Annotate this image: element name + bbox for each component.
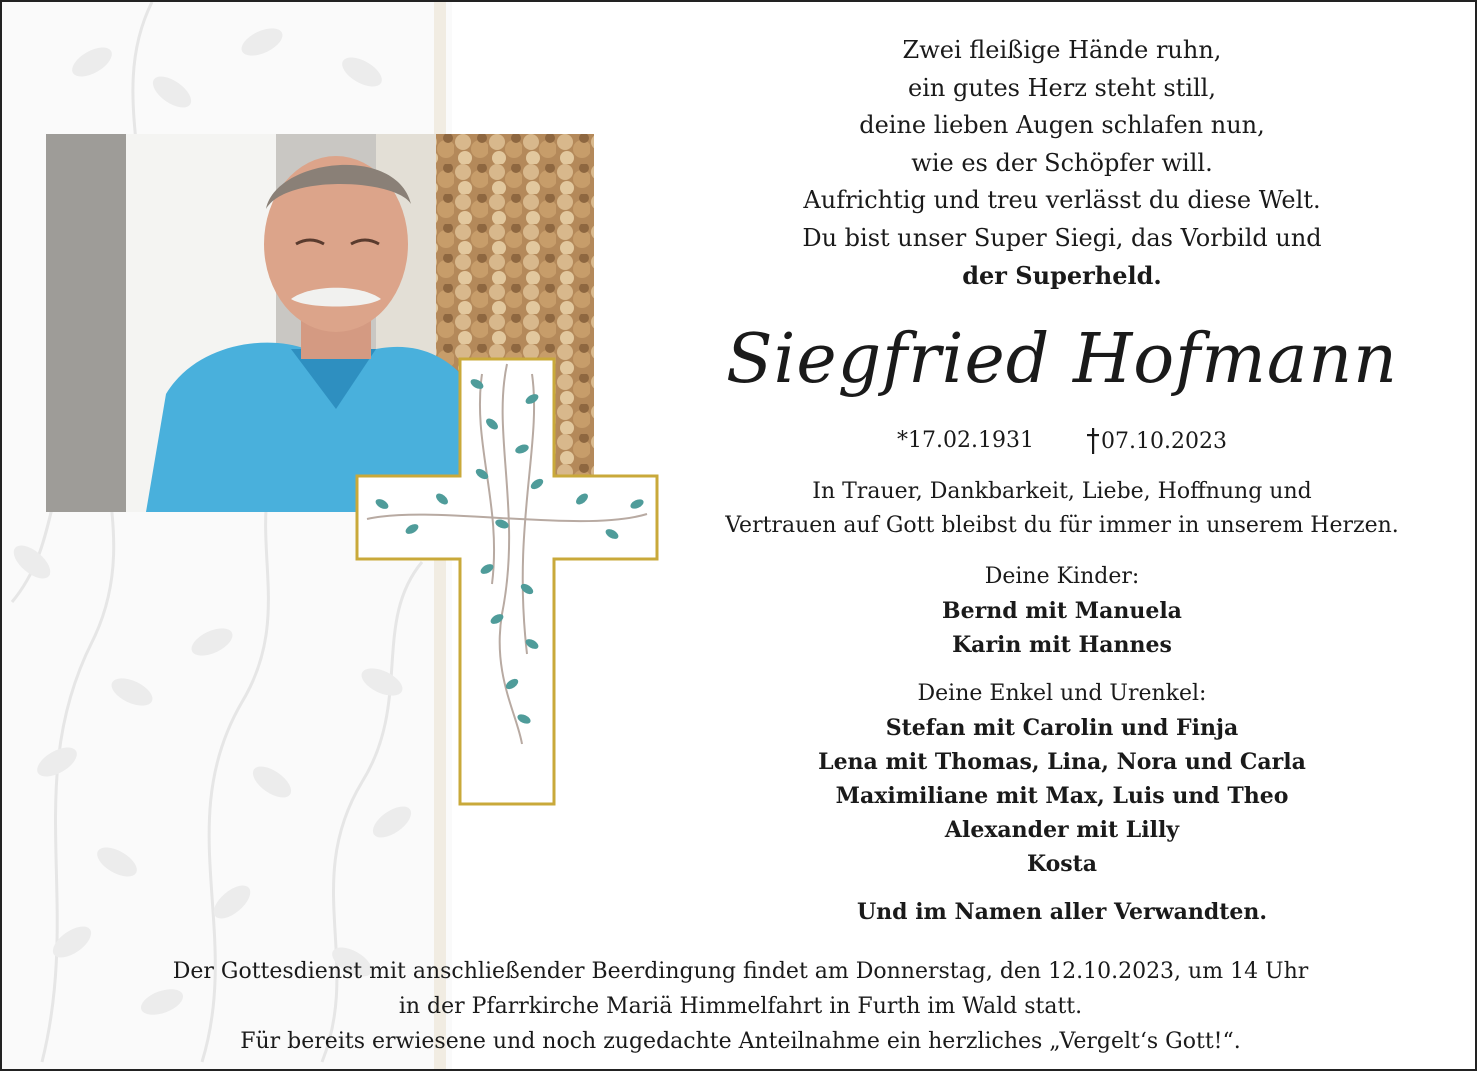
death-date-group	[1087, 428, 1227, 454]
grandchild-name: Stefan mit Carolin und Finja	[885, 715, 1239, 741]
children-section	[702, 560, 1422, 662]
poem-line: ein gutes Herz steht still,	[908, 73, 1216, 102]
service-info	[62, 954, 1419, 1059]
thanks-line: Für bereits erwiesene und noch zugedachte Anteilnahme ein herzliches „Vergelt‘s Gott!“.	[240, 1029, 1241, 1054]
poem-line: deine lieben Augen schlafen nun,	[859, 111, 1265, 139]
cross-icon	[352, 354, 662, 809]
grandchild-name: Lena mit Thomas, Lina, Nora und Carla	[818, 749, 1306, 775]
service-line: in der Pfarrkirche Mariä Himmelfahrt in Furth im Wald statt.	[398, 994, 1083, 1019]
poem-line: Zwei fleißige Hände ruhn,	[902, 36, 1222, 64]
children-heading: Deine Kinder:	[984, 564, 1140, 589]
grandchild-name: Maximiliane mit Max, Luis und Theo	[835, 783, 1289, 809]
life-dates	[702, 426, 1422, 460]
grandchild-name: Alexander mit Lilly	[944, 817, 1180, 843]
dagger-icon	[1087, 428, 1099, 454]
grandchild-name: Kosta	[1026, 851, 1098, 877]
grandchildren-heading: Deine Enkel und Urenkel:	[917, 681, 1207, 706]
relatives-line	[702, 895, 1422, 929]
death-date: 07.10.2023	[1101, 429, 1227, 454]
child-name: Karin mit Hannes	[952, 632, 1172, 658]
dedication-line: Vertrauen auf Gott bleibst du für immer in unserem Herzen.	[725, 513, 1399, 538]
poem-line: Aufrichtig und treu verlässt du diese Welt.	[803, 186, 1321, 214]
relatives-text: Und im Namen aller Verwandten.	[856, 899, 1268, 925]
birth-date: *17.02.1931	[897, 428, 1034, 453]
poem-line: Du bist unser Super Siegi, das Vorbild und	[802, 223, 1322, 252]
poem-closing: der Superheld.	[962, 261, 1162, 290]
poem-line: wie es der Schöpfer will.	[911, 148, 1213, 177]
deceased-name: Siegfried Hofmann	[726, 320, 1398, 399]
dedication	[702, 475, 1422, 543]
grandchildren-section	[702, 677, 1422, 881]
child-name: Bernd mit Manuela	[942, 598, 1182, 624]
service-line: Der Gottesdienst mit anschließender Beerdingung findet am Donnerstag, den 12.10.2023, um 14 Uhr	[172, 959, 1309, 984]
poem	[702, 32, 1422, 295]
dedication-line: In Trauer, Dankbarkeit, Liebe, Hoffnung und	[812, 479, 1312, 504]
